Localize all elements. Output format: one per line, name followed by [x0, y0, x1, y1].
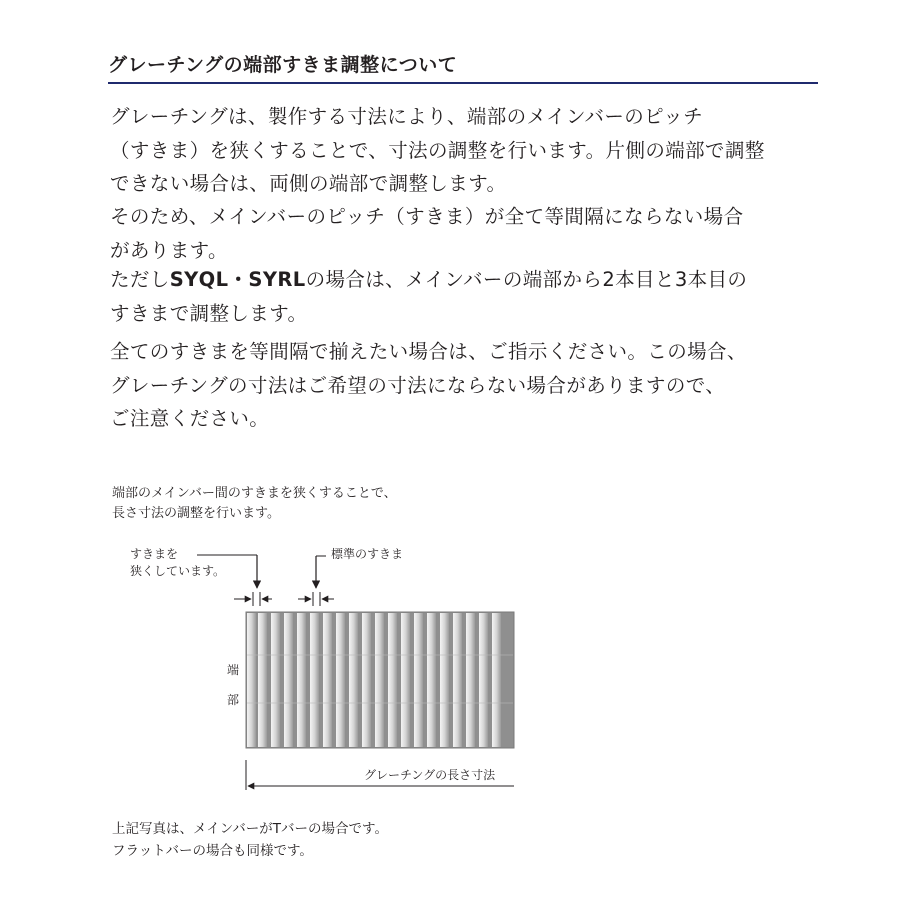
main-bar: [414, 613, 423, 747]
main-bar: [388, 613, 397, 747]
caption-line: 長さ寸法の調整を行います。: [112, 506, 280, 521]
main-bar: [323, 613, 332, 747]
gap-dimension-standard: [298, 592, 334, 606]
text-line: すきまで調整します。: [110, 301, 308, 325]
text-line: グレーチングは、製作する寸法により、端部のメインバーのピッチ: [110, 105, 704, 128]
main-bar: [492, 613, 501, 747]
section-title: グレーチングの端部すきま調整について: [108, 54, 458, 76]
text-line: があります。: [110, 238, 228, 262]
main-bar: [310, 613, 319, 747]
text-line: できない場合は、両側の端部で調整します。: [110, 172, 507, 195]
label-line: 狭くしています。: [130, 564, 226, 578]
text-span: の場合は、メインバーの端部から2本目と3本目の: [305, 268, 748, 291]
main-bar: [297, 613, 306, 747]
text-line: ご注意ください。: [110, 407, 270, 430]
main-bar: [440, 613, 449, 747]
text-span: ただし: [110, 268, 170, 291]
label-standard-gap: 標準のすきま: [331, 547, 404, 561]
main-bar: [247, 613, 256, 747]
main-bar: [479, 613, 488, 747]
end-label-1: 端: [227, 663, 240, 677]
figure-note: [112, 818, 388, 862]
main-bars: [247, 613, 513, 747]
label-line: すきまを: [130, 547, 179, 561]
caption-line: 端部のメインバー間のすきまを狭くすることで、: [112, 486, 397, 501]
main-bar: [466, 613, 475, 747]
end-label-2: 部: [227, 693, 240, 707]
main-bar: [427, 613, 436, 747]
main-bar: [271, 613, 280, 747]
main-bar: [284, 613, 293, 747]
length-label: グレーチングの長さ寸法: [364, 768, 496, 782]
main-bar: [453, 613, 462, 747]
main-bar: [401, 613, 410, 747]
main-bar: [349, 613, 358, 747]
note-line: フラットバーの場合も同様です。: [112, 843, 313, 859]
main-bar: [336, 613, 345, 747]
model-names: SYQL・SYRL: [169, 268, 306, 291]
gap-dimension-narrow: [234, 592, 272, 606]
main-bar: [362, 613, 371, 747]
text-line: グレーチングの寸法はご希望の寸法にならない場合がありますので、: [110, 373, 726, 397]
main-bar: [258, 613, 267, 747]
text-line: （すきま）を狭くすることで、寸法の調整を行います。片側の端部で調整: [110, 138, 765, 162]
text-line: そのため、メインバーのピッチ（すきま）が全て等間隔にならない場合: [110, 205, 744, 228]
main-bar: [375, 613, 384, 747]
note-line: 上記写真は、メインバーがTバーの場合です。: [112, 821, 388, 837]
text-line: 全てのすきまを等間隔で揃えたい場合は、ご指示ください。この場合、: [110, 340, 747, 363]
